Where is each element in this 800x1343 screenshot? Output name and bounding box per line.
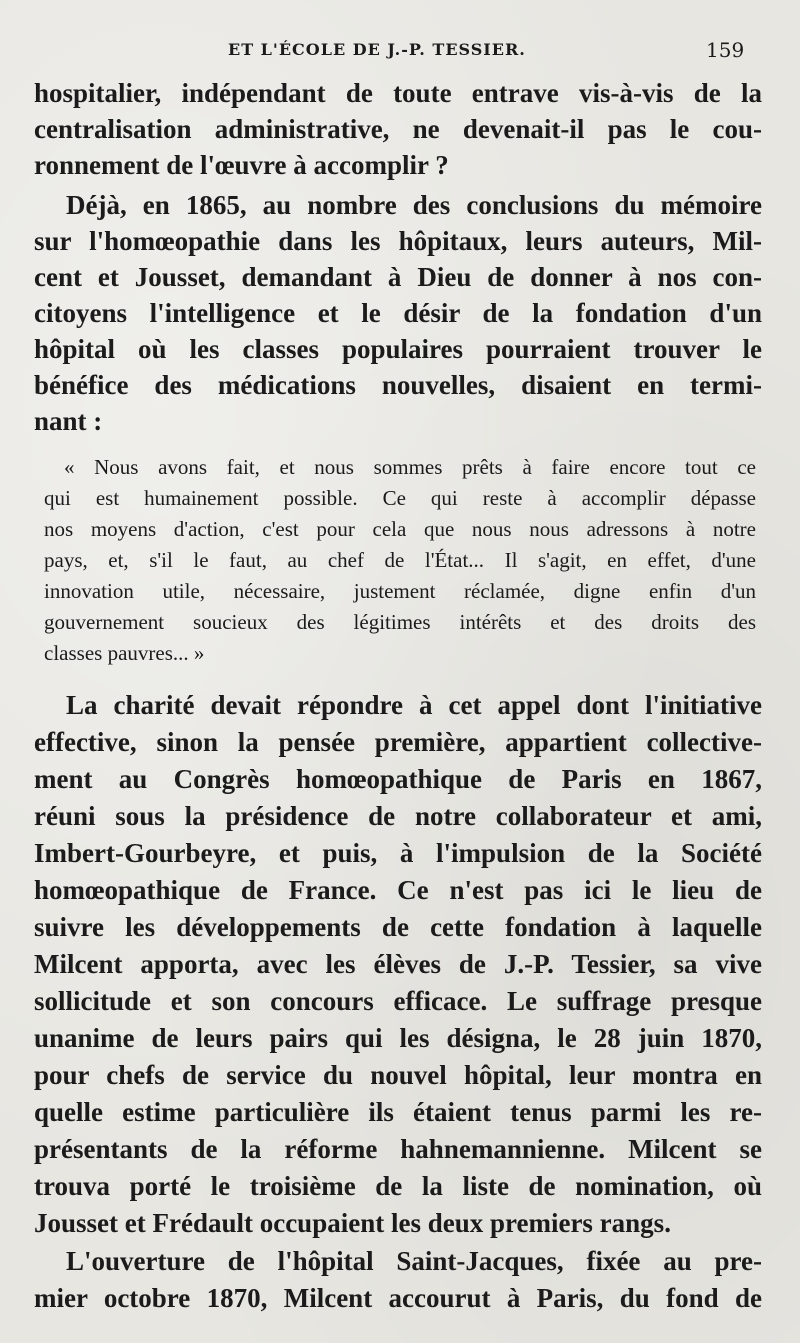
text-line: homœopathique de France. Ce n'est pas ici le lieu de <box>34 875 762 905</box>
text-line: nant : <box>34 406 103 436</box>
quote-line: innovation utile, nécessaire, justement réclamée, digne enfin d'un <box>44 579 756 603</box>
text-line: sollicitude et son concours efficace. Le suffrage presque <box>34 986 762 1016</box>
text-line: citoyens l'intelligence et le désir de la fondation d'un <box>34 298 762 328</box>
text-line: Déjà, en 1865, au nombre des conclusions du mémoire <box>66 190 762 220</box>
text-line: cent et Jousset, demandant à Dieu de donner à nos con- <box>34 262 762 292</box>
text-line: effective, sinon la pensée première, appartient collective- <box>34 727 762 757</box>
text-line: trouva porté le troisième de la liste de nomination, où <box>34 1171 762 1201</box>
text-line: Milcent apporta, avec les élèves de J.-P. Tessier, sa vive <box>34 949 762 979</box>
text-line: réuni sous la présidence de notre collaborateur et ami, <box>34 801 762 831</box>
text-line: suivre les développements de cette fondation à laquelle <box>34 912 762 942</box>
text-line: unanime de leurs pairs qui les désigna, le 28 juin 1870, <box>34 1023 762 1053</box>
text-line: pour chefs de service du nouvel hôpital, leur montra en <box>34 1060 762 1090</box>
text-line: quelle estime particulière ils étaient tenus parmi les re- <box>34 1097 762 1127</box>
text-line: sur l'homœopathie dans les hôpitaux, leurs auteurs, Mil- <box>34 226 762 256</box>
text-line: hospitalier, indépendant de toute entrave vis-à-vis de la <box>34 78 762 108</box>
text-line: bénéfice des médications nouvelles, disaient en termi- <box>34 370 762 400</box>
quote-line: « Nous avons fait, et nous sommes prêts à faire encore tout ce <box>64 455 756 479</box>
page-number: 159 <box>706 38 745 62</box>
running-header <box>0 40 800 70</box>
text-line: ronnement de l'œuvre à accomplir ? <box>34 150 449 180</box>
text-line: présentants de la réforme hahnemannienne. Milcent se <box>34 1134 762 1164</box>
text-line: hôpital où les classes populaires pourraient trouver le <box>34 334 762 364</box>
running-title: ET L'ÉCOLE DE J.-P. TESSIER. <box>228 40 526 59</box>
quote-line: nos moyens d'action, c'est pour cela que nous nous adressons à notre <box>44 517 756 541</box>
text-line: Jousset et Frédault occupaient les deux premiers rangs. <box>34 1208 671 1238</box>
text-line: ment au Congrès homœopathique de Paris en 1867, <box>34 764 762 794</box>
quote-line: qui est humainement possible. Ce qui reste à accomplir dépasse <box>44 486 756 510</box>
text-line: L'ouverture de l'hôpital Saint-Jacques, fixée au pre- <box>66 1246 762 1276</box>
quote-line: gouvernement soucieux des légitimes intérêts et des droits des <box>44 610 756 634</box>
text-line: Imbert-Gourbeyre, et puis, à l'impulsion de la Société <box>34 838 762 868</box>
text-line: mier octobre 1870, Milcent accourut à Paris, du fond de <box>34 1283 762 1313</box>
quote-line: classes pauvres... » <box>44 641 205 665</box>
text-line: La charité devait répondre à cet appel dont l'initiative <box>66 690 762 720</box>
quote-line: pays, et, s'il le faut, au chef de l'État... Il s'agit, en effet, d'une <box>44 548 756 572</box>
text-line: centralisation administrative, ne devenait-il pas le cou- <box>34 114 762 144</box>
